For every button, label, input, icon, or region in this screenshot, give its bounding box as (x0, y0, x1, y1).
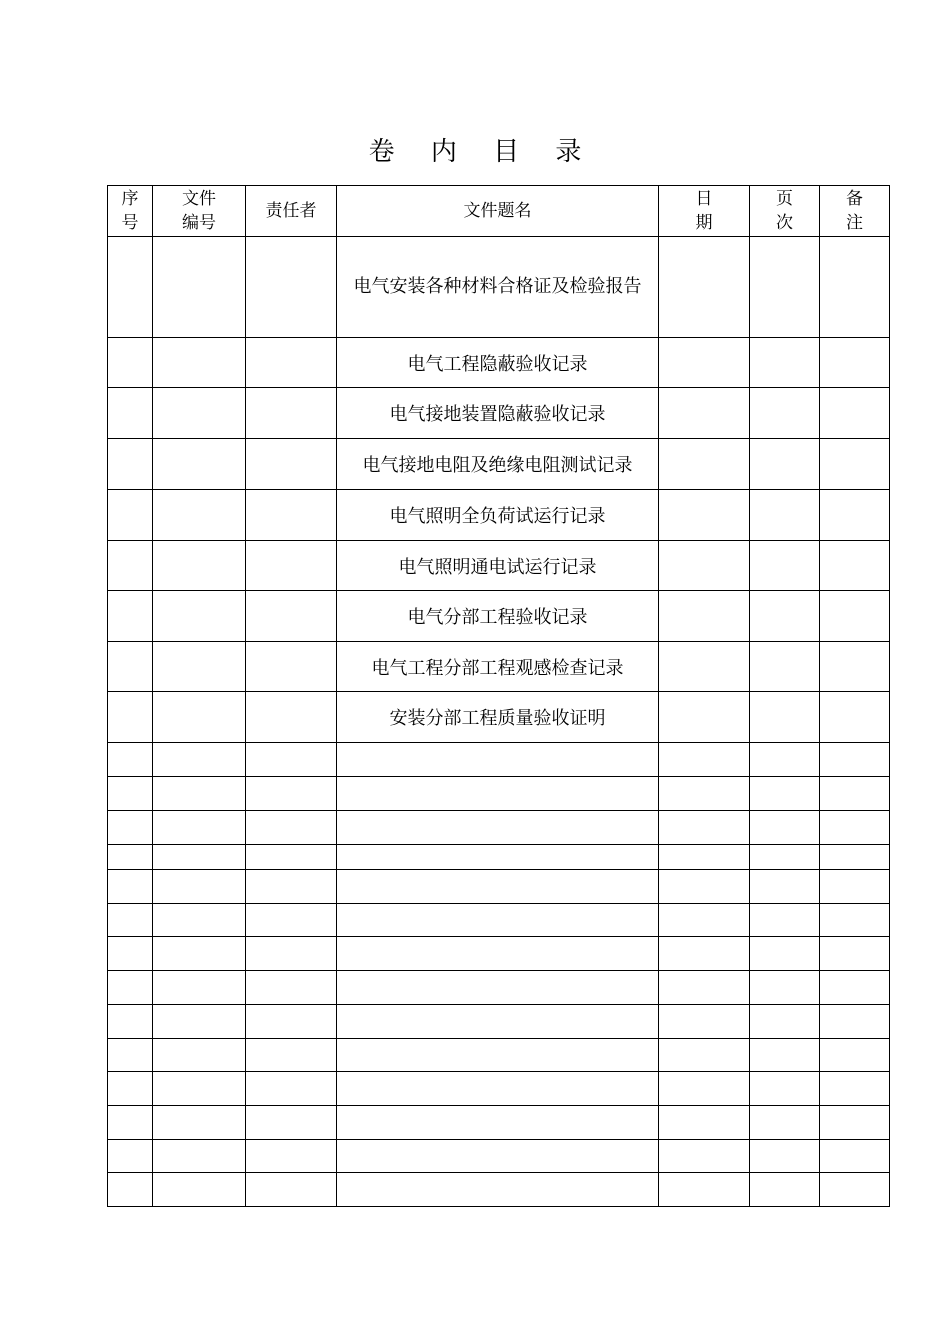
cell-page-no (750, 1039, 820, 1072)
cell-date (659, 1072, 750, 1106)
cell-page-no (750, 642, 820, 692)
cell-file-title (337, 971, 659, 1005)
table-row (108, 237, 890, 338)
table-row (108, 692, 890, 743)
cell-file-title: 电气安装各种材料合格证及检验报告 (337, 237, 659, 338)
cell-seq (108, 845, 153, 870)
cell-responsible (246, 811, 337, 845)
cell-page-no (750, 1005, 820, 1039)
cell-date (659, 1005, 750, 1039)
cell-file-title (337, 1140, 659, 1173)
cell-seq (108, 1173, 153, 1207)
cell-file-no (153, 937, 246, 971)
cell-remarks (820, 971, 890, 1005)
header-file-no (153, 186, 246, 237)
cell-seq (108, 777, 153, 811)
header-seq (108, 186, 153, 237)
cell-responsible (246, 937, 337, 971)
cell-seq (108, 388, 153, 439)
cell-file-title (337, 777, 659, 811)
cell-file-title (337, 1173, 659, 1207)
table-row (108, 777, 890, 811)
table-row (108, 937, 890, 971)
cell-responsible (246, 692, 337, 743)
cell-page-no (750, 237, 820, 338)
cell-page-no (750, 1140, 820, 1173)
cell-page-no (750, 490, 820, 541)
cell-seq (108, 692, 153, 743)
cell-file-no (153, 490, 246, 541)
header-page-no (750, 186, 820, 237)
table-row (108, 845, 890, 870)
cell-file-title: 安装分部工程质量验收证明 (337, 692, 659, 743)
cell-date (659, 1173, 750, 1207)
cell-page-no (750, 591, 820, 642)
cell-responsible (246, 1106, 337, 1140)
header-remarks-line-2: 注 (846, 213, 863, 233)
cell-date (659, 388, 750, 439)
cell-date (659, 237, 750, 338)
cell-seq (108, 904, 153, 937)
cell-file-no (153, 870, 246, 904)
cell-date (659, 904, 750, 937)
cell-page-no (750, 811, 820, 845)
cell-remarks (820, 937, 890, 971)
cell-remarks (820, 1072, 890, 1106)
cell-seq (108, 490, 153, 541)
cell-seq (108, 1072, 153, 1106)
cell-file-title: 电气工程隐蔽验收记录 (337, 338, 659, 388)
table-row (108, 811, 890, 845)
cell-page-no (750, 971, 820, 1005)
cell-remarks (820, 904, 890, 937)
cell-date (659, 971, 750, 1005)
cell-page-no (750, 845, 820, 870)
cell-date (659, 1140, 750, 1173)
cell-responsible (246, 490, 337, 541)
cell-remarks (820, 591, 890, 642)
cell-file-title (337, 845, 659, 870)
cell-remarks (820, 743, 890, 777)
header-seq-line-1: 序 (121, 189, 139, 209)
cell-date (659, 1106, 750, 1140)
cell-date (659, 338, 750, 388)
table-row (108, 971, 890, 1005)
cell-file-title (337, 1106, 659, 1140)
cell-remarks (820, 811, 890, 845)
cell-file-no (153, 642, 246, 692)
header-page-no-line-2: 次 (776, 213, 793, 233)
cell-file-no (153, 1072, 246, 1106)
cell-seq (108, 811, 153, 845)
cell-file-no (153, 541, 246, 591)
table-row (108, 1005, 890, 1039)
header-remarks-line-1: 备 (846, 189, 863, 209)
cell-page-no (750, 541, 820, 591)
cell-remarks (820, 845, 890, 870)
cell-file-title (337, 904, 659, 937)
cell-file-title: 电气接地电阻及绝缘电阻测试记录 (337, 439, 659, 490)
table-row (108, 1106, 890, 1140)
cell-file-no (153, 743, 246, 777)
cell-responsible (246, 971, 337, 1005)
header-file-no-line-2: 编号 (182, 213, 216, 233)
cell-responsible (246, 439, 337, 490)
table-row (108, 1140, 890, 1173)
cell-seq (108, 743, 153, 777)
table-row (108, 642, 890, 692)
cell-remarks (820, 1005, 890, 1039)
cell-remarks (820, 541, 890, 591)
table-row (108, 743, 890, 777)
table-row (108, 1039, 890, 1072)
cell-seq (108, 591, 153, 642)
cell-page-no (750, 777, 820, 811)
cell-remarks (820, 870, 890, 904)
cell-responsible (246, 591, 337, 642)
cell-responsible (246, 1072, 337, 1106)
cell-date (659, 439, 750, 490)
cell-file-title: 电气照明全负荷试运行记录 (337, 490, 659, 541)
cell-file-no (153, 777, 246, 811)
cell-page-no (750, 1106, 820, 1140)
cell-date (659, 541, 750, 591)
cell-file-no (153, 1140, 246, 1173)
cell-remarks (820, 237, 890, 338)
table-row (108, 338, 890, 388)
cell-page-no (750, 743, 820, 777)
cell-file-title: 电气分部工程验收记录 (337, 591, 659, 642)
header-date-line-1: 日 (695, 189, 713, 209)
cell-responsible (246, 1173, 337, 1207)
cell-seq (108, 338, 153, 388)
cell-file-no (153, 237, 246, 338)
header-remarks (820, 186, 890, 237)
cell-file-no (153, 388, 246, 439)
cell-page-no (750, 937, 820, 971)
cell-date (659, 777, 750, 811)
cell-date (659, 811, 750, 845)
table-row (108, 904, 890, 937)
cell-page-no (750, 1173, 820, 1207)
cell-file-title: 电气工程分部工程观感检查记录 (337, 642, 659, 692)
cell-file-title (337, 1005, 659, 1039)
cell-date (659, 845, 750, 870)
table-row (108, 1173, 890, 1207)
cell-date (659, 937, 750, 971)
cell-remarks (820, 1173, 890, 1207)
cell-seq (108, 870, 153, 904)
cell-responsible (246, 642, 337, 692)
table-row (108, 591, 890, 642)
table-row (108, 388, 890, 439)
cell-seq (108, 439, 153, 490)
cell-remarks (820, 642, 890, 692)
cell-page-no (750, 904, 820, 937)
cell-seq (108, 971, 153, 1005)
cell-file-no (153, 338, 246, 388)
cell-file-no (153, 1039, 246, 1072)
header-responsible-line-1: 责任者 (265, 201, 317, 221)
cell-file-no (153, 971, 246, 1005)
cell-responsible (246, 338, 337, 388)
cell-remarks (820, 692, 890, 743)
cell-page-no (750, 870, 820, 904)
cell-responsible (246, 777, 337, 811)
cell-file-no (153, 845, 246, 870)
cell-seq (108, 541, 153, 591)
table-row (108, 490, 890, 541)
cell-seq (108, 237, 153, 338)
cell-seq (108, 1106, 153, 1140)
cell-remarks (820, 338, 890, 388)
cell-remarks (820, 1039, 890, 1072)
header-seq-line-2: 号 (121, 213, 139, 233)
cell-responsible (246, 870, 337, 904)
cell-seq (108, 1039, 153, 1072)
cell-page-no (750, 692, 820, 743)
cell-responsible (246, 541, 337, 591)
cell-date (659, 591, 750, 642)
cell-seq (108, 642, 153, 692)
table-row (108, 1072, 890, 1106)
cell-responsible (246, 1039, 337, 1072)
cell-file-no (153, 1106, 246, 1140)
cell-responsible (246, 237, 337, 338)
header-file-no-line-1: 文件 (182, 189, 216, 209)
cell-page-no (750, 388, 820, 439)
cell-seq (108, 1140, 153, 1173)
cell-file-title (337, 1072, 659, 1106)
cell-responsible (246, 743, 337, 777)
cell-file-title (337, 743, 659, 777)
cell-file-title: 电气接地装置隐蔽验收记录 (337, 388, 659, 439)
cell-file-title (337, 811, 659, 845)
cell-responsible (246, 1005, 337, 1039)
cell-date (659, 743, 750, 777)
cell-date (659, 692, 750, 743)
cell-date (659, 1039, 750, 1072)
cell-remarks (820, 1140, 890, 1173)
cell-file-title (337, 937, 659, 971)
cell-remarks (820, 490, 890, 541)
cell-file-no (153, 692, 246, 743)
catalog-body (108, 237, 890, 1207)
cell-remarks (820, 439, 890, 490)
cell-remarks (820, 1106, 890, 1140)
table-row (108, 439, 890, 490)
cell-seq (108, 1005, 153, 1039)
cell-file-no (153, 1005, 246, 1039)
cell-file-no (153, 591, 246, 642)
cell-date (659, 642, 750, 692)
cell-responsible (246, 1140, 337, 1173)
cell-date (659, 490, 750, 541)
header-file-title-line-1: 文件题名 (463, 201, 532, 221)
header-page-no-line-1: 页 (776, 189, 793, 209)
cell-file-title (337, 870, 659, 904)
cell-seq (108, 937, 153, 971)
cell-file-no (153, 1173, 246, 1207)
cell-page-no (750, 439, 820, 490)
cell-responsible (246, 845, 337, 870)
cell-file-title: 电气照明通电试运行记录 (337, 541, 659, 591)
page-title: 卷 内 目 录 (368, 137, 596, 167)
cell-remarks (820, 777, 890, 811)
header-responsible (246, 186, 337, 237)
table-row (108, 870, 890, 904)
cell-date (659, 870, 750, 904)
cell-remarks (820, 388, 890, 439)
cell-responsible (246, 388, 337, 439)
cell-file-no (153, 904, 246, 937)
cell-file-no (153, 811, 246, 845)
cell-responsible (246, 904, 337, 937)
cell-file-no (153, 439, 246, 490)
catalog-table (107, 185, 890, 1207)
table-row (108, 541, 890, 591)
cell-page-no (750, 338, 820, 388)
table-header-row (108, 186, 890, 237)
cell-page-no (750, 1072, 820, 1106)
header-file-title (337, 186, 659, 237)
cell-file-title (337, 1039, 659, 1072)
header-date-line-2: 期 (695, 213, 713, 233)
header-date (659, 186, 750, 237)
